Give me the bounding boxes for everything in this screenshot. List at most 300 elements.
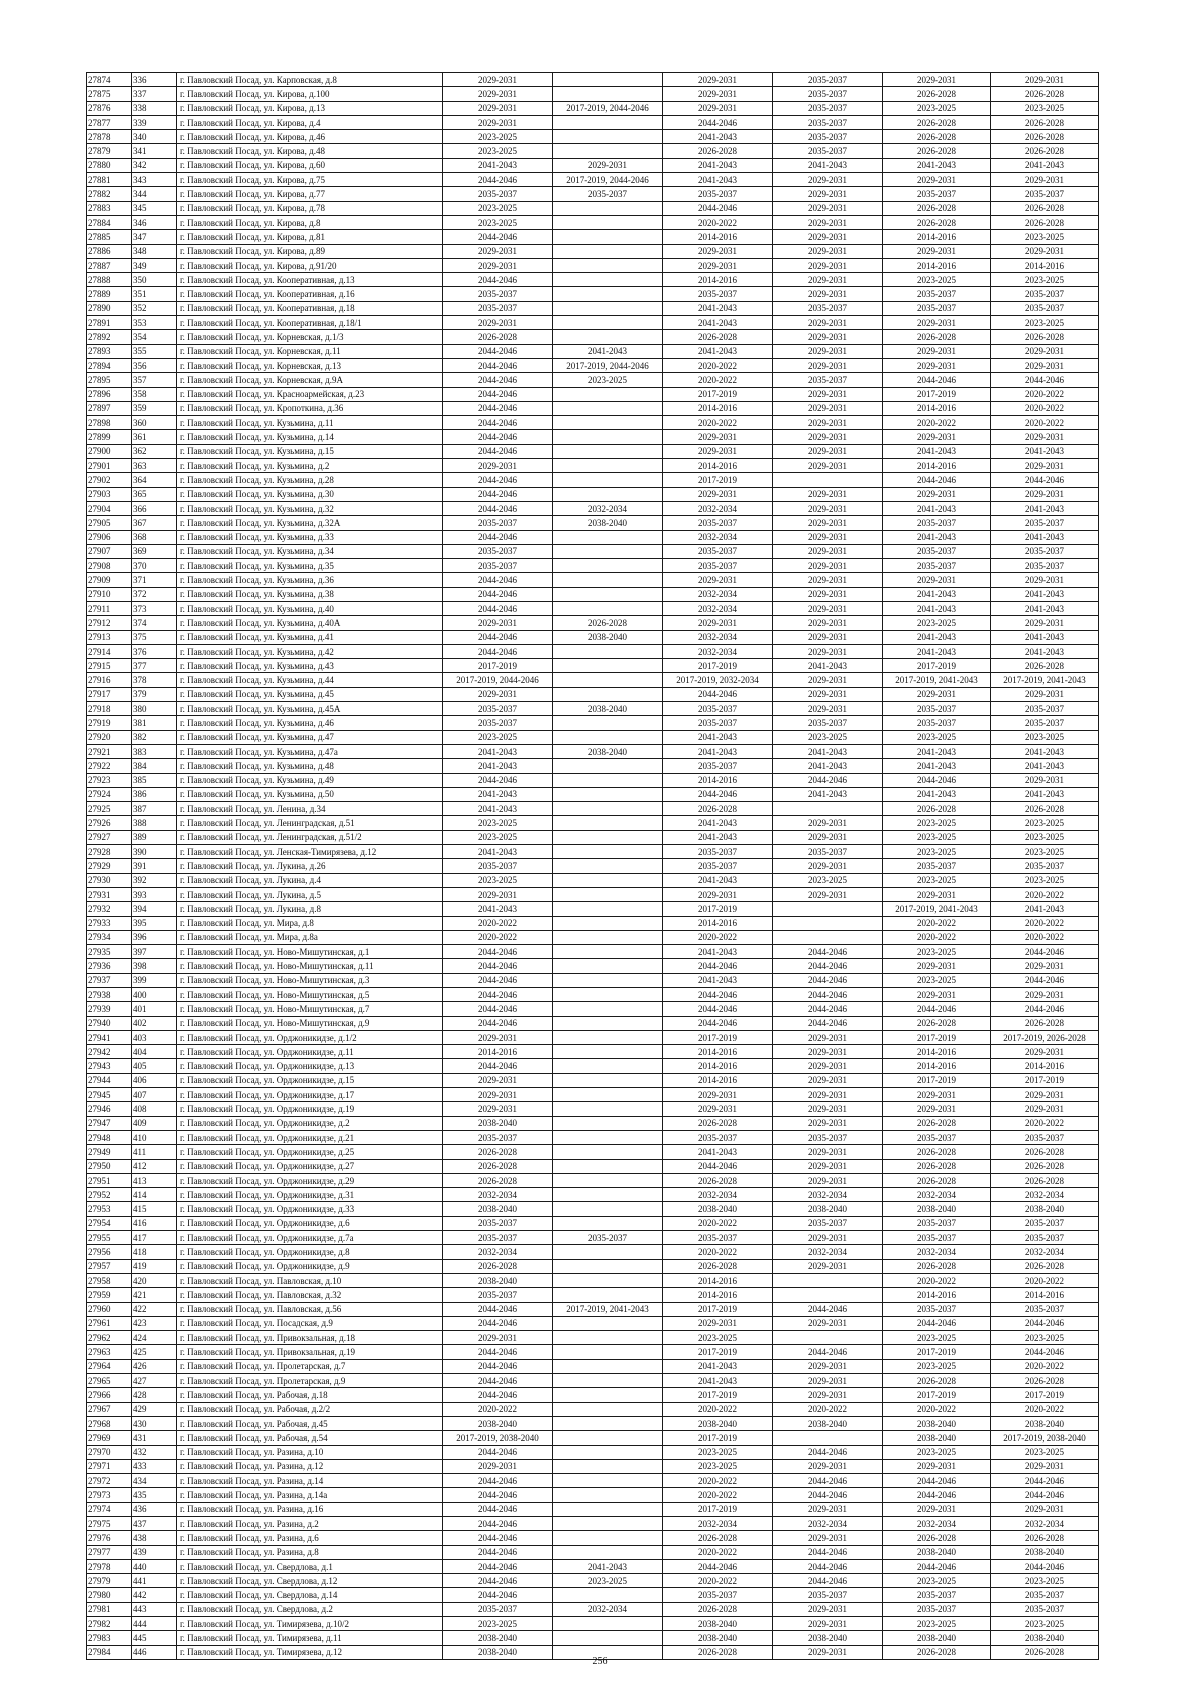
cell-period-5: 2017-2019	[883, 659, 991, 673]
cell-period-5: 2023-2025	[883, 973, 991, 987]
cell-record-number: 27926	[87, 816, 132, 830]
cell-record-number: 27880	[87, 158, 132, 172]
cell-period-2	[553, 1431, 663, 1445]
cell-period-6: 2029-2031	[991, 616, 1099, 630]
cell-period-3: 2017-2019	[663, 659, 773, 673]
cell-period-2	[553, 1502, 663, 1516]
table-row	[87, 773, 1099, 787]
cell-period-4: 2029-2031	[773, 630, 883, 644]
cell-period-5: 2041-2043	[883, 601, 991, 615]
cell-record-number: 27888	[87, 273, 132, 287]
cell-period-4: 2041-2043	[773, 744, 883, 758]
cell-period-2	[553, 73, 663, 87]
cell-period-3: 2026-2028	[663, 1173, 773, 1187]
cell-period-2	[553, 601, 663, 615]
cell-period-6: 2029-2031	[991, 1102, 1099, 1116]
cell-period-3: 2044-2046	[663, 687, 773, 701]
cell-period-3: 2035-2037	[663, 1130, 773, 1144]
cell-address: г. Павловский Посад, ул. Ново-Мишутинская, д.9	[177, 1016, 443, 1030]
cell-item-number: 339	[132, 115, 177, 129]
cell-period-5: 2026-2028	[883, 1374, 991, 1388]
cell-period-1: 2044-2046	[443, 1545, 553, 1559]
cell-period-3: 2041-2043	[663, 1374, 773, 1388]
cell-item-number: 408	[132, 1102, 177, 1116]
cell-record-number: 27934	[87, 930, 132, 944]
cell-period-5: 2035-2037	[883, 559, 991, 573]
cell-record-number: 27898	[87, 416, 132, 430]
cell-period-5: 2026-2028	[883, 115, 991, 129]
cell-period-4: 2044-2046	[773, 1445, 883, 1459]
cell-item-number: 422	[132, 1302, 177, 1316]
cell-period-3: 2020-2022	[663, 1402, 773, 1416]
cell-item-number: 369	[132, 544, 177, 558]
table-row	[87, 816, 1099, 830]
cell-address: г. Павловский Посад, ул. Кооперативная, д.18	[177, 301, 443, 315]
cell-item-number: 345	[132, 201, 177, 215]
cell-period-4: 2029-2031	[773, 173, 883, 187]
table-row	[87, 1445, 1099, 1459]
cell-period-3: 2014-2016	[663, 273, 773, 287]
cell-period-5: 2029-2031	[883, 344, 991, 358]
cell-period-2: 2026-2028	[553, 616, 663, 630]
cell-period-4: 2029-2031	[773, 401, 883, 415]
cell-period-5: 2014-2016	[883, 401, 991, 415]
cell-address: г. Павловский Посад, ул. Орджоникидзе, д.25	[177, 1145, 443, 1159]
cell-address: г. Павловский Посад, ул. Кузьмина, д.44	[177, 673, 443, 687]
table-row	[87, 473, 1099, 487]
table-row	[87, 1288, 1099, 1302]
cell-period-6: 2029-2031	[991, 459, 1099, 473]
cell-period-6: 2026-2028	[991, 1173, 1099, 1187]
table-row	[87, 273, 1099, 287]
cell-period-1: 2029-2031	[443, 316, 553, 330]
cell-period-3: 2044-2046	[663, 988, 773, 1002]
cell-period-4: 2029-2031	[773, 544, 883, 558]
cell-period-1: 2029-2031	[443, 687, 553, 701]
cell-period-3: 2035-2037	[663, 1231, 773, 1245]
cell-period-3: 2029-2031	[663, 101, 773, 115]
cell-period-5: 2035-2037	[883, 716, 991, 730]
table-row	[87, 130, 1099, 144]
cell-period-5: 2026-2028	[883, 330, 991, 344]
cell-address: г. Павловский Посад, ул. Посадская, д.9	[177, 1316, 443, 1330]
cell-record-number: 27882	[87, 187, 132, 201]
cell-period-4: 2029-2031	[773, 1316, 883, 1330]
cell-period-2	[553, 230, 663, 244]
table-row	[87, 215, 1099, 229]
cell-item-number: 360	[132, 416, 177, 430]
cell-period-6: 2035-2037	[991, 1588, 1099, 1602]
cell-period-2	[553, 1359, 663, 1373]
cell-period-2	[553, 887, 663, 901]
cell-item-number: 433	[132, 1459, 177, 1473]
table-row	[87, 1516, 1099, 1530]
cell-record-number: 27959	[87, 1288, 132, 1302]
cell-period-2	[553, 802, 663, 816]
table-row	[87, 902, 1099, 916]
cell-period-2: 2038-2040	[553, 630, 663, 644]
table-row	[87, 759, 1099, 773]
cell-period-4: 2029-2031	[773, 430, 883, 444]
cell-period-3: 2041-2043	[663, 730, 773, 744]
cell-address: г. Павловский Посад, ул. Кропоткина, д.36	[177, 401, 443, 415]
cell-record-number: 27895	[87, 373, 132, 387]
cell-period-1: 2035-2037	[443, 1288, 553, 1302]
cell-period-3: 2020-2022	[663, 1474, 773, 1488]
cell-period-5: 2014-2016	[883, 258, 991, 272]
cell-period-3: 2014-2016	[663, 1273, 773, 1287]
cell-period-5: 2035-2037	[883, 1588, 991, 1602]
table-row	[87, 501, 1099, 515]
cell-period-3: 2029-2031	[663, 1316, 773, 1330]
cell-address: г. Павловский Посад, ул. Орджоникидзе, д.1/2	[177, 1030, 443, 1044]
cell-period-3: 2014-2016	[663, 773, 773, 787]
cell-period-6: 2032-2034	[991, 1516, 1099, 1530]
cell-period-2	[553, 1588, 663, 1602]
cell-item-number: 399	[132, 973, 177, 987]
cell-item-number: 372	[132, 587, 177, 601]
table-row	[87, 945, 1099, 959]
cell-period-3: 2026-2028	[663, 802, 773, 816]
cell-address: г. Павловский Посад, ул. Привокзальная, д.18	[177, 1331, 443, 1345]
cell-address: г. Павловский Посад, ул. Кузьмина, д.28	[177, 473, 443, 487]
cell-period-1: 2044-2046	[443, 1474, 553, 1488]
cell-period-3: 2029-2031	[663, 616, 773, 630]
cell-period-6: 2041-2043	[991, 644, 1099, 658]
cell-address: г. Павловский Посад, ул. Кузьмина, д.40А	[177, 616, 443, 630]
cell-period-4: 2038-2040	[773, 1416, 883, 1430]
cell-period-5: 2032-2034	[883, 1516, 991, 1530]
cell-period-6: 2029-2031	[991, 988, 1099, 1002]
cell-address: г. Павловский Посад, ул. Павловская, д.56	[177, 1302, 443, 1316]
table-row	[87, 401, 1099, 415]
cell-period-2	[553, 945, 663, 959]
cell-period-6: 2023-2025	[991, 1617, 1099, 1631]
cell-period-3: 2017-2019	[663, 1388, 773, 1402]
cell-period-5: 2041-2043	[883, 630, 991, 644]
cell-period-4: 2029-2031	[773, 644, 883, 658]
cell-period-4: 2029-2031	[773, 530, 883, 544]
cell-item-number: 363	[132, 459, 177, 473]
cell-period-6: 2026-2028	[991, 802, 1099, 816]
cell-period-1: 2044-2046	[443, 1302, 553, 1316]
cell-period-4: 2035-2037	[773, 716, 883, 730]
cell-address: г. Павловский Посад, ул. Орджоникидзе, д.29	[177, 1173, 443, 1187]
cell-period-6: 2023-2025	[991, 830, 1099, 844]
cell-record-number: 27944	[87, 1073, 132, 1087]
cell-period-5: 2035-2037	[883, 187, 991, 201]
cell-period-6: 2029-2031	[991, 1459, 1099, 1473]
cell-period-1: 2023-2025	[443, 816, 553, 830]
cell-period-6: 2014-2016	[991, 1288, 1099, 1302]
cell-item-number: 383	[132, 744, 177, 758]
cell-period-5: 2029-2031	[883, 1102, 991, 1116]
cell-period-2: 2038-2040	[553, 744, 663, 758]
table-row	[87, 115, 1099, 129]
cell-period-3: 2014-2016	[663, 401, 773, 415]
cell-period-2: 2032-2034	[553, 501, 663, 515]
cell-item-number: 443	[132, 1602, 177, 1616]
cell-item-number: 416	[132, 1216, 177, 1230]
cell-period-2	[553, 930, 663, 944]
cell-period-1: 2041-2043	[443, 802, 553, 816]
cell-period-6: 2017-2019, 2038-2040	[991, 1431, 1099, 1445]
cell-period-2	[553, 1416, 663, 1430]
cell-period-5: 2029-2031	[883, 887, 991, 901]
cell-address: г. Павловский Посад, ул. Свердлова, д.12	[177, 1574, 443, 1588]
cell-item-number: 375	[132, 630, 177, 644]
cell-period-2	[553, 287, 663, 301]
cell-address: г. Павловский Посад, ул. Кирова, д.78	[177, 201, 443, 215]
table-row	[87, 459, 1099, 473]
cell-period-1: 2035-2037	[443, 544, 553, 558]
cell-item-number: 405	[132, 1059, 177, 1073]
cell-period-6: 2044-2046	[991, 1488, 1099, 1502]
cell-period-5: 2017-2019	[883, 387, 991, 401]
cell-period-5: 2023-2025	[883, 845, 991, 859]
cell-address: г. Павловский Посад, ул. Тимирязева, д.11	[177, 1631, 443, 1645]
cell-period-1: 2044-2046	[443, 988, 553, 1002]
cell-item-number: 400	[132, 988, 177, 1002]
cell-address: г. Павловский Посад, ул. Орджоникидзе, д.17	[177, 1088, 443, 1102]
cell-record-number: 27907	[87, 544, 132, 558]
cell-record-number: 27893	[87, 344, 132, 358]
cell-record-number: 27875	[87, 87, 132, 101]
cell-period-5: 2029-2031	[883, 1088, 991, 1102]
cell-address: г. Павловский Посад, ул. Разина, д.14а	[177, 1488, 443, 1502]
cell-address: г. Павловский Посад, ул. Кирова, д.60	[177, 158, 443, 172]
cell-record-number: 27961	[87, 1316, 132, 1330]
table-row	[87, 1416, 1099, 1430]
cell-period-2	[553, 1288, 663, 1302]
cell-item-number: 420	[132, 1273, 177, 1287]
cell-record-number: 27982	[87, 1617, 132, 1631]
cell-record-number: 27935	[87, 945, 132, 959]
cell-period-1: 2035-2037	[443, 702, 553, 716]
cell-period-1: 2044-2046	[443, 773, 553, 787]
cell-period-4: 2029-2031	[773, 1617, 883, 1631]
cell-period-1: 2035-2037	[443, 559, 553, 573]
cell-address: г. Павловский Посад, ул. Ленская-Тимирязева, д.12	[177, 845, 443, 859]
cell-record-number: 27885	[87, 230, 132, 244]
cell-period-3: 2017-2019	[663, 1030, 773, 1044]
cell-address: г. Павловский Посад, ул. Разина, д.12	[177, 1459, 443, 1473]
cell-period-6: 2026-2028	[991, 87, 1099, 101]
cell-period-4: 2035-2037	[773, 845, 883, 859]
cell-period-2	[553, 959, 663, 973]
cell-period-2	[553, 330, 663, 344]
cell-item-number: 373	[132, 601, 177, 615]
table-row	[87, 1273, 1099, 1287]
cell-record-number: 27945	[87, 1088, 132, 1102]
cell-period-6: 2026-2028	[991, 144, 1099, 158]
cell-address: г. Павловский Посад, ул. Кузьмина, д.36	[177, 573, 443, 587]
cell-period-5: 2026-2028	[883, 802, 991, 816]
cell-period-2	[553, 1259, 663, 1273]
cell-address: г. Павловский Посад, ул. Кирова, д.48	[177, 144, 443, 158]
cell-period-5: 2035-2037	[883, 1302, 991, 1316]
cell-period-5: 2041-2043	[883, 644, 991, 658]
cell-item-number: 401	[132, 1002, 177, 1016]
cell-address: г. Павловский Посад, ул. Кузьмина, д.49	[177, 773, 443, 787]
cell-address: г. Павловский Посад, ул. Ленина, д.34	[177, 802, 443, 816]
cell-record-number: 27908	[87, 559, 132, 573]
table-row	[87, 1088, 1099, 1102]
cell-record-number: 27937	[87, 973, 132, 987]
cell-item-number: 377	[132, 659, 177, 673]
cell-item-number: 429	[132, 1402, 177, 1416]
cell-period-4: 2044-2046	[773, 1488, 883, 1502]
cell-period-4: 2035-2037	[773, 301, 883, 315]
cell-period-4: 2029-2031	[773, 702, 883, 716]
cell-item-number: 428	[132, 1388, 177, 1402]
cell-period-3: 2035-2037	[663, 1588, 773, 1602]
cell-address: г. Павловский Посад, ул. Корневская, д.1/3	[177, 330, 443, 344]
cell-period-2: 2035-2037	[553, 1231, 663, 1245]
cell-item-number: 340	[132, 130, 177, 144]
cell-address: г. Павловский Посад, ул. Ново-Мишутинская, д.3	[177, 973, 443, 987]
cell-period-4: 2035-2037	[773, 87, 883, 101]
cell-period-1: 2029-2031	[443, 258, 553, 272]
cell-period-2	[553, 916, 663, 930]
cell-address: г. Павловский Посад, ул. Орджоникидзе, д.9	[177, 1259, 443, 1273]
cell-period-5: 2017-2019, 2041-2043	[883, 673, 991, 687]
table-row	[87, 144, 1099, 158]
cell-period-5: 2023-2025	[883, 1331, 991, 1345]
cell-period-3: 2020-2022	[663, 1488, 773, 1502]
cell-period-3: 2044-2046	[663, 201, 773, 215]
cell-address: г. Павловский Посад, ул. Пролетарская, д.7	[177, 1359, 443, 1373]
cell-period-4: 2035-2037	[773, 144, 883, 158]
cell-address: г. Павловский Посад, ул. Кузьмина, д.48	[177, 759, 443, 773]
cell-period-1: 2041-2043	[443, 158, 553, 172]
cell-period-2	[553, 444, 663, 458]
cell-period-1: 2029-2031	[443, 1030, 553, 1044]
cell-period-6: 2014-2016	[991, 258, 1099, 272]
cell-item-number: 424	[132, 1331, 177, 1345]
table-row	[87, 1631, 1099, 1645]
cell-period-1: 2023-2025	[443, 201, 553, 215]
cell-period-1: 2044-2046	[443, 173, 553, 187]
cell-period-1: 2044-2046	[443, 1059, 553, 1073]
cell-item-number: 436	[132, 1502, 177, 1516]
cell-item-number: 368	[132, 530, 177, 544]
cell-period-2: 2029-2031	[553, 158, 663, 172]
cell-period-3: 2038-2040	[663, 1416, 773, 1430]
cell-item-number: 411	[132, 1145, 177, 1159]
cell-period-1: 2041-2043	[443, 759, 553, 773]
cell-period-5: 2035-2037	[883, 287, 991, 301]
cell-address: г. Павловский Посад, ул. Рабочая, д.18	[177, 1388, 443, 1402]
cell-address: г. Павловский Посад, ул. Рабочая, д.54	[177, 1431, 443, 1445]
cell-period-4: 2029-2031	[773, 1259, 883, 1273]
cell-period-5: 2020-2022	[883, 930, 991, 944]
cell-record-number: 27980	[87, 1588, 132, 1602]
cell-record-number: 27953	[87, 1202, 132, 1216]
cell-period-4: 2029-2031	[773, 1602, 883, 1616]
cell-period-2	[553, 1102, 663, 1116]
cell-period-3: 2026-2028	[663, 1259, 773, 1273]
cell-address: г. Павловский Посад, ул. Кузьмина, д.32А	[177, 516, 443, 530]
cell-period-6: 2026-2028	[991, 1531, 1099, 1545]
table-row	[87, 930, 1099, 944]
cell-period-6: 2026-2028	[991, 1159, 1099, 1173]
cell-item-number: 439	[132, 1545, 177, 1559]
cell-period-3: 2029-2031	[663, 244, 773, 258]
cell-period-6: 2023-2025	[991, 845, 1099, 859]
cell-address: г. Павловский Посад, ул. Свердлова, д.2	[177, 1602, 443, 1616]
cell-period-5: 2017-2019, 2041-2043	[883, 902, 991, 916]
cell-period-3: 2041-2043	[663, 301, 773, 315]
cell-address: г. Павловский Посад, ул. Лукина, д.8	[177, 902, 443, 916]
cell-period-2	[553, 845, 663, 859]
cell-period-2	[553, 215, 663, 229]
cell-period-5: 2023-2025	[883, 1445, 991, 1459]
cell-period-1: 2023-2025	[443, 215, 553, 229]
cell-period-5: 2014-2016	[883, 1288, 991, 1302]
cell-record-number: 27913	[87, 630, 132, 644]
cell-record-number: 27919	[87, 716, 132, 730]
table-row	[87, 158, 1099, 172]
cell-period-1: 2029-2031	[443, 1102, 553, 1116]
cell-address: г. Павловский Посад, ул. Кузьмина, д.42	[177, 644, 443, 658]
cell-period-1: 2035-2037	[443, 859, 553, 873]
cell-address: г. Павловский Посад, ул. Орджоникидзе, д.27	[177, 1159, 443, 1173]
cell-record-number: 27914	[87, 644, 132, 658]
cell-record-number: 27891	[87, 316, 132, 330]
cell-period-5: 2026-2028	[883, 1531, 991, 1545]
cell-period-4: 2029-2031	[773, 616, 883, 630]
cell-address: г. Павловский Посад, ул. Орджоникидзе, д.13	[177, 1059, 443, 1073]
cell-period-1: 2041-2043	[443, 845, 553, 859]
cell-period-1: 2044-2046	[443, 373, 553, 387]
cell-period-6: 2026-2028	[991, 215, 1099, 229]
cell-period-1: 2035-2037	[443, 287, 553, 301]
cell-item-number: 380	[132, 702, 177, 716]
cell-period-4: 2044-2046	[773, 959, 883, 973]
cell-period-6: 2035-2037	[991, 1302, 1099, 1316]
cell-period-6: 2035-2037	[991, 516, 1099, 530]
cell-address: г. Павловский Посад, ул. Кирова, д.91/20	[177, 258, 443, 272]
cell-record-number: 27933	[87, 916, 132, 930]
cell-period-4	[773, 473, 883, 487]
cell-period-4: 2029-2031	[773, 601, 883, 615]
cell-record-number: 27979	[87, 1574, 132, 1588]
cell-address: г. Павловский Посад, ул. Кузьмина, д.35	[177, 559, 443, 573]
cell-period-2	[553, 1045, 663, 1059]
cell-period-1: 2023-2025	[443, 130, 553, 144]
table-row	[87, 873, 1099, 887]
cell-period-6: 2017-2019	[991, 1388, 1099, 1402]
cell-period-2	[553, 144, 663, 158]
cell-address: г. Павловский Посад, ул. Разина, д.16	[177, 1502, 443, 1516]
cell-address: г. Павловский Посад, ул. Рабочая, д.2/2	[177, 1402, 443, 1416]
cell-period-2	[553, 1617, 663, 1631]
cell-period-4: 2029-2031	[773, 1159, 883, 1173]
cell-period-2	[553, 973, 663, 987]
cell-record-number: 27903	[87, 487, 132, 501]
cell-item-number: 347	[132, 230, 177, 244]
cell-period-1: 2035-2037	[443, 1216, 553, 1230]
cell-address: г. Павловский Посад, ул. Кузьмина, д.45А	[177, 702, 443, 716]
cell-period-4: 2044-2046	[773, 1474, 883, 1488]
table-row	[87, 830, 1099, 844]
cell-item-number: 397	[132, 945, 177, 959]
cell-item-number: 386	[132, 787, 177, 801]
cell-period-5: 2041-2043	[883, 744, 991, 758]
cell-period-1: 2035-2037	[443, 301, 553, 315]
cell-period-1: 2038-2040	[443, 1645, 553, 1659]
